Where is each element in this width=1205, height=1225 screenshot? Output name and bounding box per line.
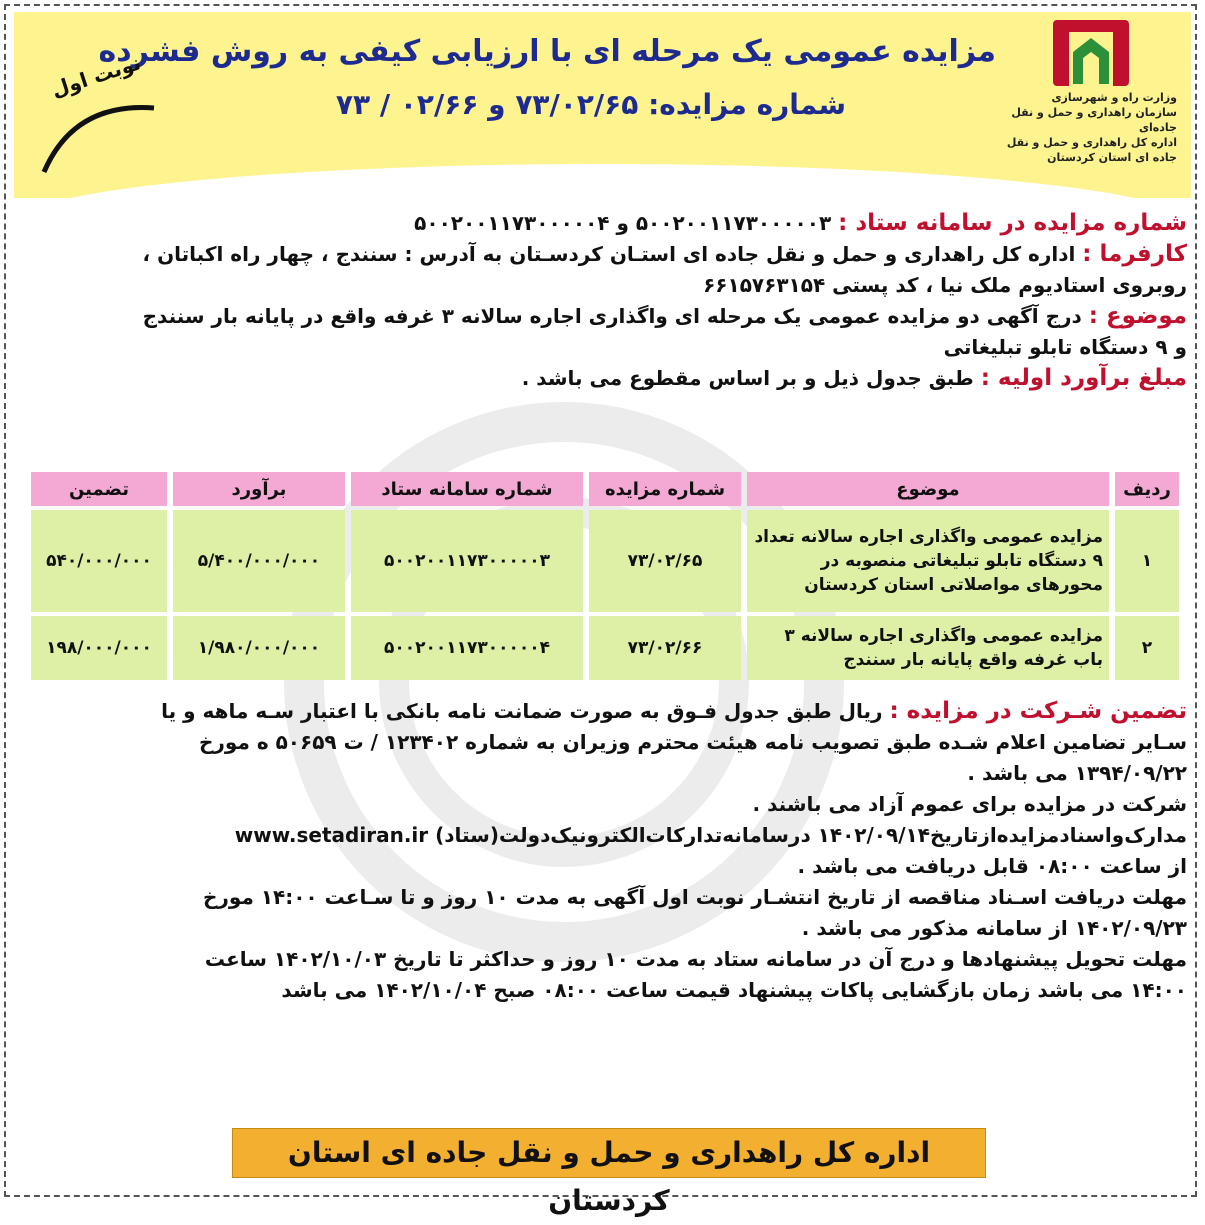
round-badge: نوبت اول [48, 50, 144, 102]
col-estimate: برآورد [173, 472, 345, 506]
ministry-logo-icon [1043, 18, 1139, 90]
col-subject: موضوع [747, 472, 1109, 506]
auction-table [25, 468, 1185, 684]
header-band [14, 12, 1191, 198]
col-auction-no: شماره مزایده [589, 472, 741, 506]
employer-line-2: روبروی استادیوم ملک نیا ، کد پستی ۶۶۱۵۷۶۳۱۵۴ [703, 273, 1187, 297]
auction-number-heading: شماره مزایده: ۷۳/۰۲/۶۵ و ۰۲/۶۶ / ۷۳ [335, 88, 847, 121]
table-header-row [31, 472, 1179, 506]
cell-auction-no: ۷۳/۰۲/۶۶ [589, 616, 741, 680]
intro-section [22, 208, 1187, 394]
org-name [977, 90, 1177, 165]
docs-line: مدارک‌واسنادمزایده‌ازتاریخ۱۴۰۲/۰۹/۱۴ درسامانه‌تدارکات‌الکترونیک‌دولت(ستاد) www.setadiran.ir [234, 823, 1187, 847]
subject-value: درج آگهی دو مزایده عمومی یک مرحله ای واگذاری اجاره سالانه ۳ غرفه واقع در پایانه بار سنندج [142, 304, 1089, 328]
subject-line [22, 301, 1187, 332]
guarantee-line [22, 696, 1187, 727]
org-line: جاده ای استان کردستان [1047, 151, 1177, 164]
employer-value: اداره کل راهداری و حمل و نقل جاده ای استـان کردسـتان به آدرس : سنندج ، چهار راه اکباتان ، [142, 242, 1083, 266]
page-title: مزایده عمومی یک مرحله ای با ارزیابی کیفی به روش فشرده [98, 34, 996, 69]
delivery-line: مهلت تحویل پیشنهادها و درج آن در سامانه ستاد به مدت ۱۰ روز و حداکثر تا تاریخ ۱۴۰۲/۱۰/۰۳ ساعت [204, 947, 1187, 971]
advertisement [14, 12, 1191, 1217]
deadline-line: مهلت دریافت اسـناد مناقصه از تاریخ انتشـار نوبت اول آگهی به مدت ۱۰ روز و تا سـاعت ۱۴:۰۰ مورخ [203, 885, 1187, 909]
estimate-line [22, 363, 1187, 394]
cell-guarantee: ۱۹۸/۰۰۰/۰۰۰ [31, 616, 167, 680]
guarantee-label: تضمین شـرکت در مزایده : [889, 698, 1187, 724]
table-row [31, 510, 1179, 612]
org-line: اداره کل راهداری و حمل و نقل [1006, 136, 1177, 149]
participation-line: شرکت در مزایده برای عموم آزاد می باشند . [752, 792, 1187, 816]
col-row: ردیف [1115, 472, 1179, 506]
table-row [31, 616, 1179, 680]
cell-estimate: ۱/۹۸۰/۰۰۰/۰۰۰ [173, 616, 345, 680]
col-setad-no: شماره سامانه ستاد [351, 472, 583, 506]
cell-guarantee: ۵۴۰/۰۰۰/۰۰۰ [31, 510, 167, 612]
cell-setad-no: ۵۰۰۲۰۰۱۱۷۳۰۰۰۰۰۳ [351, 510, 583, 612]
cell-subject: مزایده عمومی واگذاری اجاره سالانه تعداد ۹ دستگاه تابلو تبلیغاتی منصوبه در محورهای مواصلاتی استان کردستان [747, 510, 1109, 612]
cell-setad-no: ۵۰۰۲۰۰۱۱۷۳۰۰۰۰۰۴ [351, 616, 583, 680]
col-guarantee: تضمین [31, 472, 167, 506]
guarantee-value: ریال طبق جدول فـوق به صورت ضمانت نامه بانکی با اعتبار سـه ماهه و یا [161, 699, 890, 723]
employer-label: کارفرما : [1082, 241, 1187, 267]
footer-banner: اداره کل راهداری و حمل و نقل جاده ای استان کردستان [232, 1128, 986, 1178]
estimate-value: طبق جدول ذیل و بر اساس مقطوع می باشد . [521, 366, 981, 390]
cell-row: ۱ [1115, 510, 1179, 612]
subject-label: موضوع : [1088, 303, 1187, 329]
deadline-line-2: ۱۴۰۲/۰۹/۲۳ از سامانه مذکور می باشد . [801, 916, 1187, 940]
setad-line [22, 208, 1187, 239]
round-arc-icon [34, 72, 164, 182]
delivery-line-2: ۱۴:۰۰ می باشد زمان بازگشایی پاکات پیشنهاد قیمت ساعت ۰۸:۰۰ صبح ۱۴۰۲/۱۰/۰۴ می باشد [281, 978, 1187, 1002]
org-line: سازمان راهداری و حمل و نقل جاده‌ای [1011, 106, 1177, 134]
guarantee-line-3: ۱۳۹۴/۰۹/۲۲ می باشد . [967, 761, 1187, 785]
org-line: وزارت راه و شهرسازی [1051, 91, 1177, 104]
setad-value: ۵۰۰۲۰۰۱۱۷۳۰۰۰۰۰۳ و ۵۰۰۲۰۰۱۱۷۳۰۰۰۰۰۴ [414, 211, 839, 235]
cell-row: ۲ [1115, 616, 1179, 680]
subject-line-2: و ۹ دستگاه تابلو تبلیغاتی [943, 335, 1187, 359]
cell-auction-no: ۷۳/۰۲/۶۵ [589, 510, 741, 612]
cell-subject: مزایده عمومی واگذاری اجاره سالانه ۳ باب غرفه واقع پایانه بار سنندج [747, 616, 1109, 680]
setad-label: شماره مزایده در سامانه ستاد : [838, 210, 1187, 236]
estimate-label: مبلغ برآورد اولیه : [980, 365, 1187, 391]
cell-estimate: ۵/۴۰۰/۰۰۰/۰۰۰ [173, 510, 345, 612]
docs-line-2: از ساعت ۰۸:۰۰ قابل دریافت می باشد . [797, 854, 1187, 878]
terms-section [22, 696, 1187, 1006]
employer-line [22, 239, 1187, 270]
guarantee-line-2: سـایر تضامین اعلام شـده طبق تصویب نامه هیئت محترم وزیران به شماره ۱۲۳۴۰۲ / ت ۵۰۶۵۹ ه مورخ [199, 730, 1187, 754]
